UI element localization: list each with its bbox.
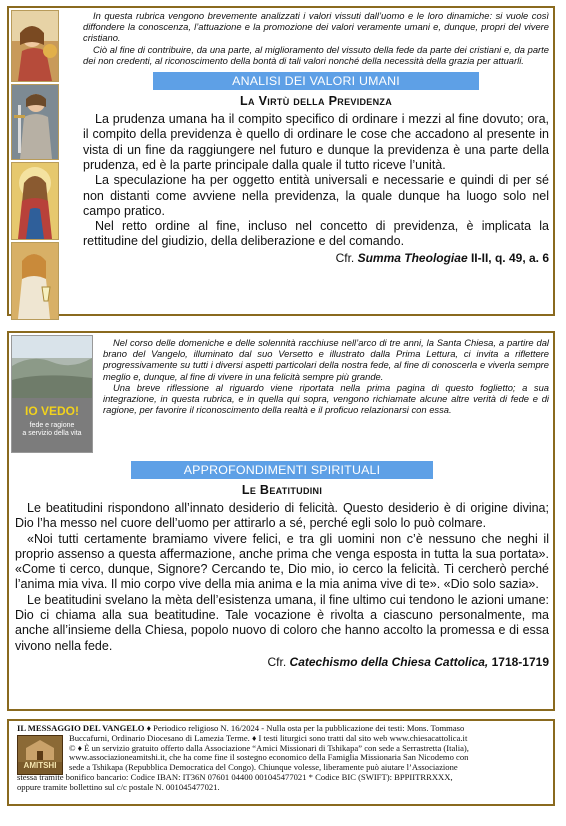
footer-line: www.associazioneamitshi.it, che ha come fine il sostegno economico della Famiglia Missionaria San Nicodemo con [69, 752, 469, 763]
logo-subtitle: fede e ragione a servizio della vita [22, 422, 82, 437]
saints-illustration-column [11, 10, 61, 322]
citation-prefix: Cfr. [335, 250, 355, 265]
footer-line: oppure tramite bollettino sul c/c postale N. 001045477021. [17, 781, 220, 792]
intro-paragraph: Ciò al fine di contribuire, da una parte, al miglioramento del vissuto della fede da parte dei cristiani e, da parte dei non credenti, al riconoscimento della bontà di tali valori nonché della necessità della grazia per attuarli. [83, 43, 549, 66]
article-body [15, 501, 549, 654]
intro-paragraph: In questa rubrica vengono brevemente analizzati i valori vissuti dall’uomo e le loro dinamiche: si vuole così diffondere la conoscenza, l’attuazione e la promozione dei valori veramente umani e, dunque, propri del vivere cristiano. [83, 10, 549, 44]
article-body [83, 112, 549, 250]
logo-band [12, 398, 92, 452]
citation-work: Summa Theologiae [357, 250, 468, 265]
section-banner: ANALISI DEI VALORI UMANI [153, 72, 479, 90]
spiritual-insights-section [7, 331, 555, 711]
footer-line: Buccafurni, Ordinario Diocesano di Lamezia Terme. ♦ I testi liturgici sono tratti dal sito web www.chiesacattolica.it [69, 732, 468, 743]
footer-line: © ♦ È un servizio gratuito offerto dalla Associazione “Amici Missionari di Tshikapa” con sede a Serrastretta (Italia), [69, 742, 469, 753]
article-paragraph: Le beatitudini svelano la mèta dell’esistenza umana, il fine ultimo cui tendono le azioni umane: Dio ci chiama alla sua beatitudine. Tale vocazione è rivolta a ciascuno personalmente, ma anche all’insieme della Chiesa, popolo nuovo di coloro che hanno accolto la promessa e di essa vivono nella fede. [15, 592, 549, 653]
citation [83, 251, 549, 265]
human-values-content [83, 10, 549, 265]
saint-portrait-4 [11, 242, 59, 320]
io-vedo-logo [11, 335, 93, 453]
saint-portrait-2 [11, 84, 59, 160]
section-banner: APPROFONDIMENTI SPIRITUALI [131, 461, 433, 479]
article-paragraph: Nel retto ordine al fine, incluso nel concetto di previdenza, è implicata la rettitudine del giudizio, della deliberazione e del comando. [83, 219, 549, 249]
article-title: La Virtù della Previdenza [240, 94, 392, 109]
logo-text: AMITSHI [23, 761, 57, 771]
landscape-image [12, 336, 92, 398]
publication-name: IL MESSAGGIO DEL VANGELO [17, 723, 145, 733]
saint-portrait-3 [11, 162, 59, 240]
section-intro [103, 337, 549, 415]
footer-line: sede a Tshikapa (Repubblica Democratica del Congo). Chiunque volesse, liberamente può aiutare l’Associazione [69, 762, 458, 773]
citation-reference: 1718-1719 [491, 654, 549, 669]
saint-portrait-1 [11, 10, 59, 82]
human-values-section [7, 6, 555, 316]
citation-reference: II-II, q. 49, a. 6 [470, 250, 549, 265]
article-paragraph: Le beatitudini rispondono all’innato desiderio di felicità. Questo desiderio è di origine divina; Dio l’ha messo nel cuore dell’uomo per attirarlo a sé, perché egli solo lo può colmare. [15, 501, 549, 531]
article-paragraph: La prudenza umana ha il compito specifico di ordinare i mezzi al fine dovuto; ora, il compito della previdenza è quello di ordinare le cose che accadono al presente in vista di un fine da raggiungere nel futuro e dunque la previdenza è una parte della prudenza, ed è la parte principale dalla quale il tutto riceve l’unità. [83, 112, 549, 172]
article-paragraph: La speculazione ha per oggetto entità universali e necessarie e quindi di per sé non distanti come avviene nella previdenza, la quale dunque ha luogo solo nel campo pratico. [83, 173, 549, 218]
footer-line: ♦ Periodico religioso N. 16/2024 - Nulla osta per la pubblicazione dei testi: Mons. Tommaso [146, 723, 465, 733]
section-intro [83, 10, 549, 66]
citation [15, 655, 549, 669]
footer-text [17, 724, 547, 793]
logo-title: IO VEDO! [24, 404, 79, 418]
footer-line: stessa tramite bonifico bancario: Codice IBAN: IT36N 07601 04400 001045477021 * Codice BIC (SWIFT): BPPIITRRXXX, [17, 771, 453, 782]
intro-paragraph: Una breve riflessione al riguardo viene riportata nella prima pagina di questo foglietto; a sua integrazione, in questa rubrica, e in quella qui sopra, vengono richiamate alcune altre verità di fede e di ragione, per favorire il riconoscimento della realtà e il proficuo relazionarsi con essa. [103, 381, 549, 416]
spiritual-insights-content [15, 455, 549, 669]
citation-work: Catechismo della Chiesa Cattolica, [289, 654, 489, 669]
article-paragraph: «Noi tutti certamente bramiamo vivere felici, e tra gli uomini non c’è nessuno che neghi il proprio assenso a questa affermazione, anche prima che venga esposta in tutta la sua portata». «Come ti cerco, dunque, Signore? Cercando te, Dio mio, io cerco la felicità. Ti cercherò perché l’anima mia viva. Il mio corpo vive della mia anima e la mia anima vive di te». «Dio solo sazia». [15, 531, 549, 592]
publication-footer [7, 719, 555, 806]
intro-paragraph: Nel corso delle domeniche e delle solennità racchiuse nell’arco di tre anni, la Santa Chiesa, a partire dal brano del Vangelo, illuminato dal suo Versetto e illustrato dalla Prima Lettura, ci invita a riflettere progressivamente su tutti i diversi aspetti particolari della nostra fede, al fine di conoscerla e viverla sempre meglio e, dunque, al fine di vivere in una felicità sempre più grande. [103, 337, 549, 382]
citation-prefix: Cfr. [267, 654, 287, 669]
article-title: Le Beatitudini [241, 483, 323, 497]
